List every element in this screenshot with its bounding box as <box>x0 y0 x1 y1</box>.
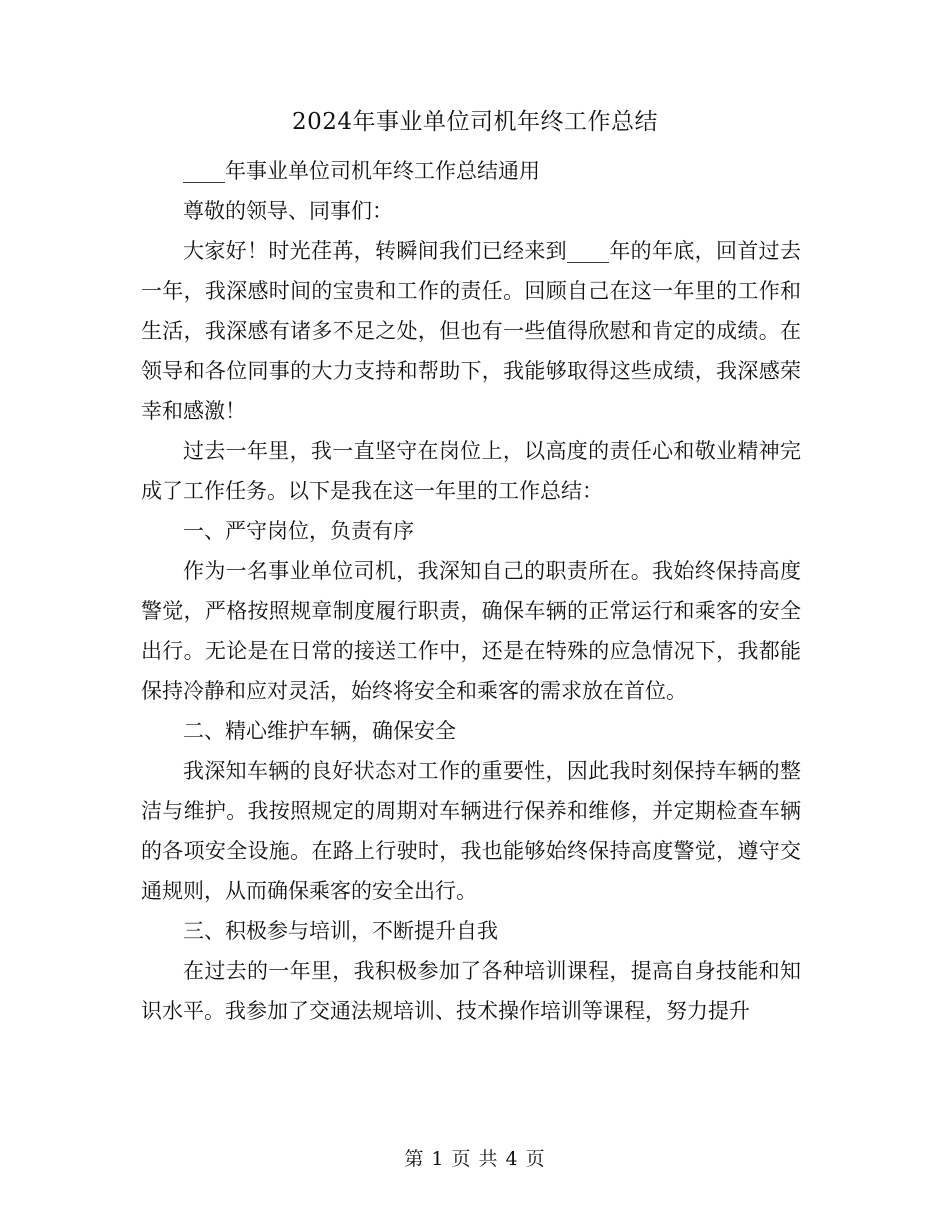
document-body <box>141 151 801 1031</box>
section-heading-1: 一、严守岗位，负责有序 <box>183 519 414 543</box>
document-title: 2024年事业单位司机年终工作总结 <box>291 109 659 135</box>
summary-intro-paragraph: 过去一年里，我一直坚守在岗位上，以高度的责任心和敬业精神完成了工作任务。以下是我在这一年里的工作总结： <box>141 439 801 503</box>
intro-paragraph: 大家好！时光荏苒，转瞬间我们已经来到____年的年底，回首过去一年，我深感时间的宝贵和工作的责任。回顾自己在这一年里的工作和生活，我深感有诸多不足之处，但也有一些值得欣慰和肯定的成绩。在领导和各位同事的大力支持和帮助下，我能够取得这些成绩，我深感荣幸和感激！ <box>141 239 801 423</box>
section-heading-3: 三、积极参与培训，不断提升自我 <box>183 919 498 943</box>
subtitle-paragraph: ____年事业单位司机年终工作总结通用 <box>183 159 540 183</box>
salutation-paragraph: 尊敬的领导、同事们： <box>183 199 393 223</box>
page-footer: 第 1 页 共 4 页 <box>404 1148 546 1170</box>
section-1-paragraph: 作为一名事业单位司机，我深知自己的职责所在。我始终保持高度警觉，严格按照规章制度履行职责，确保车辆的正常运行和乘客的安全出行。无论是在日常的接送工作中，还是在特殊的应急情况下，我都能保持冷静和应对灵活，始终将安全和乘客的需求放在首位。 <box>141 559 801 703</box>
section-heading-2: 二、精心维护车辆，确保安全 <box>183 719 456 743</box>
section-2-paragraph: 我深知车辆的良好状态对工作的重要性，因此我时刻保持车辆的整洁与维护。我按照规定的周期对车辆进行保养和维修，并定期检查车辆的各项安全设施。在路上行驶时，我也能够始终保持高度警觉，遵守交通规则，从而确保乘客的安全出行。 <box>141 759 801 903</box>
section-3-paragraph: 在过去的一年里，我积极参加了各种培训课程，提高自身技能和知识水平。我参加了交通法规培训、技术操作培训等课程，努力提升 <box>141 959 801 1023</box>
